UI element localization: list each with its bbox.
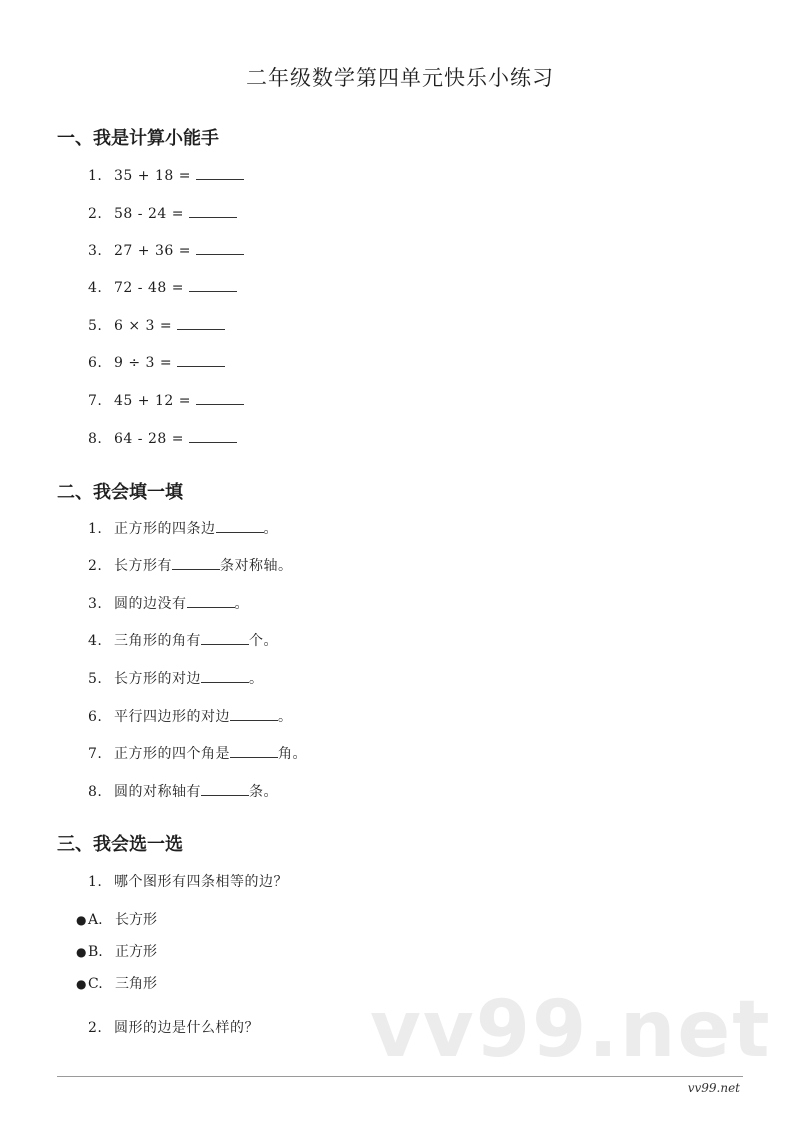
answer-blank [201,630,249,645]
item-number: 4. [88,633,103,649]
fill-item [88,518,278,538]
item-number: 5. [88,318,103,334]
calc-item [88,165,244,184]
footer-site-label: vv99.net [687,1081,740,1095]
calc-item [88,240,244,259]
item-number: 6. [88,355,103,371]
fill-text-after: 。 [278,709,293,725]
question-text: 圆形的边是什么样的？ [114,1020,259,1036]
fill-text-before: 平行四边形的对边 [114,709,230,725]
fill-item [88,593,249,613]
item-number: 6. [88,709,103,725]
answer-blank [196,165,244,180]
answer-blank [189,277,237,292]
calc-expression: 35 + 18 = [114,168,196,184]
bullet-icon: ● [76,913,87,927]
fill-text-before: 正方形的四条边 [114,521,216,537]
answer-blank [230,743,278,758]
calc-expression: 72 - 48 = [114,280,189,296]
item-number: 8. [88,431,103,447]
answer-blank [230,706,278,721]
item-number: 4. [88,280,103,296]
answer-blank [172,555,220,570]
option-letter: B. [88,944,103,960]
item-number: 7. [88,746,103,762]
option-letter: C. [88,976,103,992]
fill-item [88,706,293,726]
answer-blank [201,668,249,683]
bullet-icon: ● [76,945,87,959]
question-item [88,1017,259,1037]
fill-item [88,743,307,763]
option-text: 长方形 [115,912,157,928]
calc-item [88,352,225,371]
page-title: 二年级数学第四单元快乐小练习 [246,66,554,90]
answer-blank [196,390,244,405]
fill-text-before: 长方形有 [114,558,172,574]
fill-text-before: 正方形的四个角是 [114,746,230,762]
answer-blank [189,203,237,218]
fill-text-after: 条对称轴。 [220,558,293,574]
calc-item [88,315,225,334]
calc-item [88,390,244,409]
item-number: 7. [88,393,103,409]
answer-blank [187,593,235,608]
fill-text-after: 。 [249,671,264,687]
item-number: 1. [88,521,103,537]
option-text: 三角形 [115,976,157,992]
fill-item [88,630,278,650]
section-heading-multiple-choice: 三、我会选一选 [57,834,183,855]
item-number: 2. [88,558,103,574]
answer-blank [201,781,249,796]
answer-blank [196,240,244,255]
option-letter: A. [88,912,103,928]
fill-text-before: 圆的边没有 [114,596,187,612]
fill-text-after: 。 [263,521,278,537]
calc-expression: 45 + 12 = [114,393,196,409]
option-text: 正方形 [115,944,157,960]
answer-blank [216,518,264,533]
item-number: 1. [88,874,103,890]
calc-item [88,277,237,296]
fill-item [88,781,278,801]
item-number: 3. [88,596,103,612]
item-number: 2. [88,1020,103,1036]
fill-item [88,668,264,688]
calc-expression: 6 × 3 = [114,318,178,334]
question-item [88,871,288,891]
answer-blank [177,352,225,367]
footer-divider [57,1076,743,1077]
fill-text-after: 个。 [249,633,278,649]
choice-option-b [76,941,157,961]
fill-text-after: 条。 [249,784,278,800]
item-number: 8. [88,784,103,800]
calc-expression: 9 ÷ 3 = [114,355,178,371]
fill-text-before: 长方形的对边 [114,671,201,687]
fill-text-before: 圆的对称轴有 [114,784,201,800]
fill-text-after: 。 [234,596,249,612]
calc-expression: 64 - 28 = [114,431,189,447]
answer-blank [189,428,237,443]
calc-item [88,203,237,222]
section-heading-fill-in: 二、我会填一填 [57,482,183,503]
item-number: 5. [88,671,103,687]
item-number: 1. [88,168,103,184]
section-heading-calculation: 一、我是计算小能手 [57,128,219,149]
choice-option-a [76,909,157,929]
calc-expression: 58 - 24 = [114,206,189,222]
calc-expression: 27 + 36 = [114,243,196,259]
question-text: 哪个图形有四条相等的边？ [114,874,288,890]
answer-blank [177,315,225,330]
choice-option-c [76,973,157,993]
fill-text-before: 三角形的角有 [114,633,201,649]
bullet-icon: ● [76,977,87,991]
calc-item [88,428,237,447]
fill-item [88,555,293,575]
item-number: 2. [88,206,103,222]
watermark: vv99.net [370,985,772,1075]
item-number: 3. [88,243,103,259]
fill-text-after: 角。 [278,746,307,762]
